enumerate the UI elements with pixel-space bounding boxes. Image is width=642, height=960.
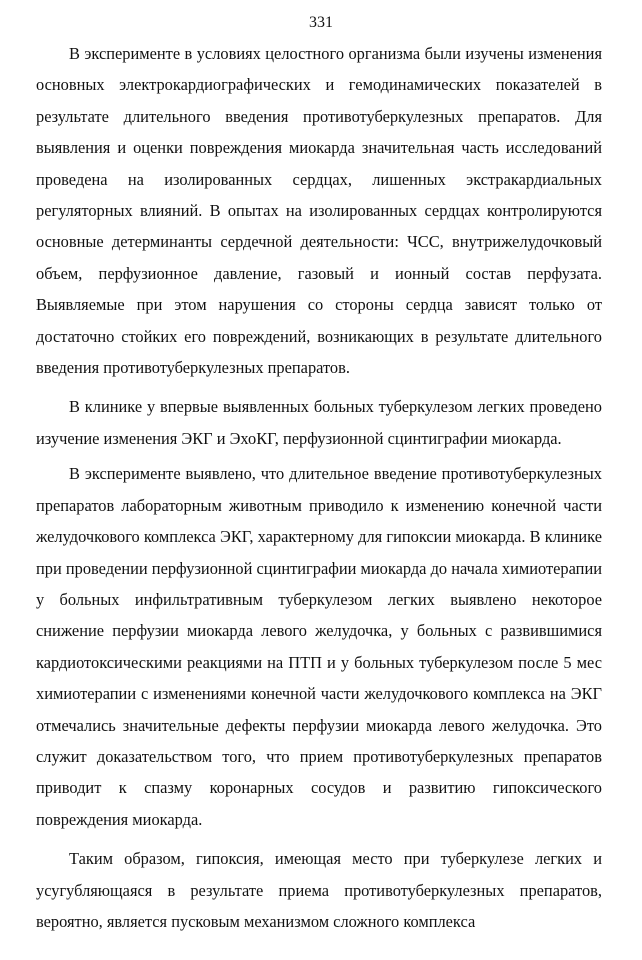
page-number: 331 [309,14,333,31]
paragraph-3: В эксперименте выявлено, что длительное введение противотуберкулезных препаратов лабораторным животным приводило к изменению конечной части желудочкового комплекса ЭКГ, характерному для гипоксии миокарда. В клинике при проведении перфузионной сцинтиграфии миокарда до начала химиотерапии у больных инфильтративным туберкулезом легких выявлено некоторое снижение перфузии миокарда левого желудочка, у больных с развившимися кардиотоксическими реакциями на ПТП и у больных туберкулезом после 5 мес химиотерапии с изменениями конечной части желудочкового комплекса на ЭКГ отмечались значительные дефекты перфузии миокарда левого желудочка. Это служит доказательством того, что прием противотуберкулезных препаратов приводит к спазму коронарных сосудов и развитию гипоксического повреждения миокарда. [36,464,602,829]
body-text [36,38,602,937]
paragraph-4: Таким образом, гипоксия, имеющая место при туберкулезе легких и усугубляющаяся в результате приема противотуберкулезных препаратов, вероятно, является пусковым механизмом сложного комплекса [36,849,602,931]
paragraph-1: В эксперименте в условиях целостного организма были изучены изменения основных электрокардиографических и гемодинамических показателей в результате длительного введения противотуберкулезных препаратов. Для выявления и оценки повреждения миокарда значительная часть исследований проведена на изолированных сердцах, лишенных экстракардиальных регуляторных влияний. В опытах на изолированных сердцах контролируются основные детерминанты сердечной деятельности: ЧСС, внутрижелудочковый объем, перфузионное давление, газовый и ионный состав перфузата. Выявляемые при этом нарушения со стороны сердца зависят только от достаточно стойких его повреждений, возникающих в результате длительного введения противотуберкулезных препаратов. [36,44,602,378]
paragraph-2: В клинике у впервые выявленных больных туберкулезом легких проведено изучение изменения ЭКГ и ЭхоКГ, перфузионной сцинтиграфии миокарда. [36,397,602,448]
